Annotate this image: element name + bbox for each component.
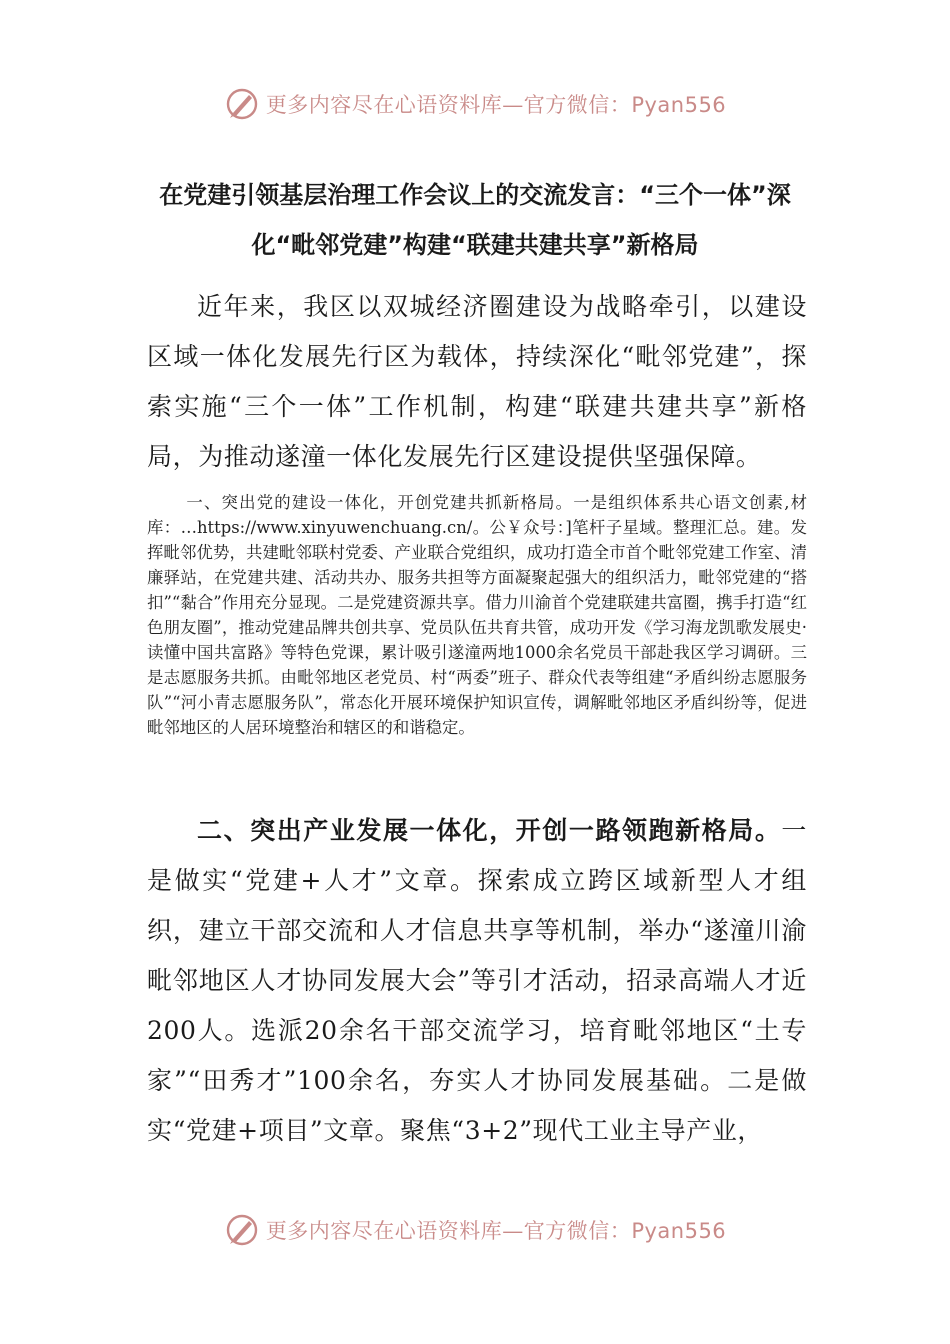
header-banner: [0, 82, 950, 126]
section-2-heading: 二、突出产业发展一体化，开创一路领跑新格局。: [197, 816, 782, 845]
section-2-paragraph: [147, 806, 807, 1156]
footer-wechat-id: Pyan556: [631, 1219, 727, 1243]
pen-logo-icon: [224, 86, 260, 122]
header-banner-text: 更多内容尽在心语资料库—官方微信：Pyan556: [265, 93, 727, 117]
footer-banner-text: 更多内容尽在心语资料库—官方微信：Pyan556: [265, 1219, 727, 1243]
section-2-body: 一是做实“党建+人才”文章。探索成立跨区域新型人才组织，建立干部交流和人才信息共享等机制，举办“遂潼川渝毗邻地区人才协同发展大会”等引才活动，招录高端人才近200人。选派20余名干部交流学习，培育毗邻地区“土专家”“田秀才”100余名，夯实人才协同发展基础。二是做实“党建+项目”文章。聚焦“3+2”现代工业主导产业，: [147, 816, 807, 1145]
footer-banner: [0, 1208, 950, 1252]
document-title: 在党建引领基层治理工作会议上的交流发言：“三个一体”深化“毗邻党建”构建“联建共建共享”新格局: [159, 181, 791, 259]
intro-paragraph: 近年来，我区以双城经济圈建设为战略牵引，以建设区域一体化发展先行区为载体，持续深化“毗邻党建”，探索实施“三个一体”工作机制，构建“联建共建共享”新格局，为推动遂潼一体化发展先行区建设提供坚强保障。: [147, 292, 807, 471]
section-1-paragraph: 一、突出党的建设一体化，开创党建共抓新格局。一是组织体系共心语文创素,材库：…https://www.xinyuwenchuang.cn/。公￥众号：]笔杆子星域。整理汇总。建。发挥毗邻优势，共建毗邻联村党委、产业联合党组织，成功打造全市首个毗邻党建工作室、清廉驿站，在党建共建、活动共办、服务共担等方面凝聚起强大的组织活力，毗邻党建的“搭扣”“黏合”作用充分显现。二是党建资源共享。借力川渝首个党建联建共富圈，携手打造“红色朋友圈”，推动党建品牌共创共享、党员队伍共育共管，成功开发《学习海龙凯歌发展史·读懂中国共富路》等特色党课，累计吸引遂潼两地1000余名党员干部赴我区学习调研。三是志愿服务共抓。由毗邻地区老党员、村“两委”班子、群众代表等组建“矛盾纠纷志愿服务队”“河小青志愿服务队”，常态化开展环境保护知识宣传，调解毗邻地区矛盾纠纷等，促进毗邻地区的人居环境整治和辖区的和谐稳定。: [147, 493, 807, 737]
header-wechat-id: Pyan556: [631, 93, 727, 117]
pen-logo-icon: [224, 1212, 260, 1248]
